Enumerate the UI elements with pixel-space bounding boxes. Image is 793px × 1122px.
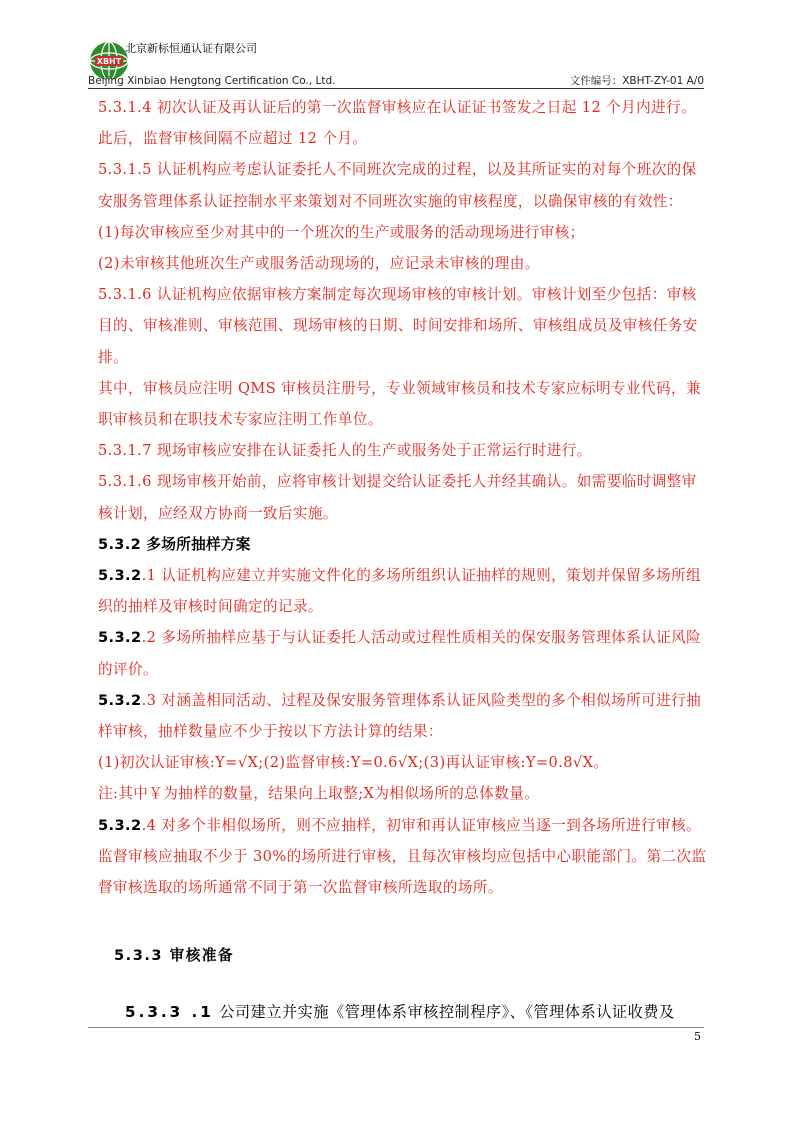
paragraph-5-3-3-1: 5.3.3 .1 公司建立并实施《管理体系审核控制程序》、《管理体系认证收费及: [125, 1003, 675, 1022]
list-item-2: (2)未审核其他班次生产或服务活动现场的，应记录未审核的理由。: [98, 255, 540, 273]
paragraph-5-3-1-6b: 5.3.1.6 现场审核开始前，应将审核计划提交给认证委托人并经其确认。如需要临时调整审核计划，应经双方协商一致后实施。: [98, 473, 697, 522]
paragraph-5-3-1-5: 5.3.1.5 认证机构应考虑认证委托人不同班次完成的过程，以及其所证实的对每个班次的保安服务管理体系认证控制水平来策划对不同班次实施的审核程度，以确保审核的有效性：: [98, 161, 697, 210]
clause-number: 5.3.2: [98, 567, 142, 585]
list-item-1: (1)每次审核应至少对其中的一个班次的生产或服务的活动现场进行审核；: [98, 223, 585, 241]
formula-line: (1)初次认证审核:Y=√X;(2)监督审核:Y=0.6√X;(3)再认证审核:Y=0.8√X。: [98, 754, 609, 772]
header-divider: [88, 88, 704, 89]
footer-divider: [88, 1027, 704, 1028]
company-name-en: Beijing Xinbiao Hengtong Certification Co., Ltd.: [88, 75, 336, 87]
logo-text: XBHT: [96, 57, 122, 66]
clause-number: 5.3.3 .1: [125, 1003, 214, 1022]
paragraph-5-3-2-3: 5.3.2.3 对涵盖相同活动、过程及保安服务管理体系认证风险类型的多个相似场所可进行抽样审核，抽样数量应不少于按以下方法计算的结果：: [98, 691, 702, 741]
paragraph-5-3-1-7: 5.3.1.7 现场审核应安排在认证委托人的生产或服务处于正常运行时进行。: [98, 442, 592, 460]
page-header: [88, 40, 704, 90]
page-number: 5: [694, 1030, 701, 1043]
paragraph-5-3-2-1: 5.3.2.1 认证机构应建立并实施文件化的多场所组织认证抽样的规则，策划并保留多场所组织的抽样及审核时间确定的记录。: [98, 567, 702, 616]
paragraph-auditor-note: 其中，审核员应注明 QMS 审核员注册号，专业领域审核员和技术专家应标明专业代码，兼职审核员和在职技术专家应注明工作单位。: [98, 379, 701, 429]
section-heading-5-3-3: 5.3.3 审核准备: [114, 947, 235, 964]
clause-number: 5.3.2: [98, 691, 142, 709]
document-number: 文件编号：XBHT-ZY-01 A/0: [569, 75, 704, 87]
paragraph-5-3-1-6: 5.3.1.6 认证机构应依据审核方案制定每次现场审核的审核计划。审核计划至少包括：审核目的、审核准则、审核范围、现场审核的日期、时间安排和场所、审核组成员及审核任务安排。: [98, 286, 698, 366]
paragraph-5-3-1-4: 5.3.1.4 初次认证及再认证后的第一次监督审核应在认证证书签发之日起 12 个月内进行。此后，监督审核间隔不应超过 12 个月。: [98, 99, 697, 148]
clause-number: 5.3.2: [98, 629, 142, 647]
paragraph-5-3-2-2: 5.3.2.2 多场所抽样应基于与认证委托人活动或过程性质相关的保安服务管理体系认证风险的评价。: [98, 629, 702, 678]
section-heading-5-3-2: 5.3.2 多场所抽样方案: [98, 535, 251, 553]
document-body: [98, 92, 708, 903]
clause-number: 5.3.2: [98, 816, 142, 834]
paragraph-5-3-2-4: 5.3.2.4 对多个非相似场所，则不应抽样，初审和再认证审核应当逐一到各场所进行审核。监督审核应抽取不少于 30%的场所进行审核，且每次审核均应包括中心职能部门。第二次监督审核选取的场所通常不同于第一次监督审核所选取的场所。: [98, 816, 707, 897]
company-name-cn: 北京新标恒通认证有限公司: [125, 42, 257, 55]
formula-note: 注:其中￥为抽样的数量，结果向上取整;X为相似场所的总体数量。: [98, 785, 540, 803]
